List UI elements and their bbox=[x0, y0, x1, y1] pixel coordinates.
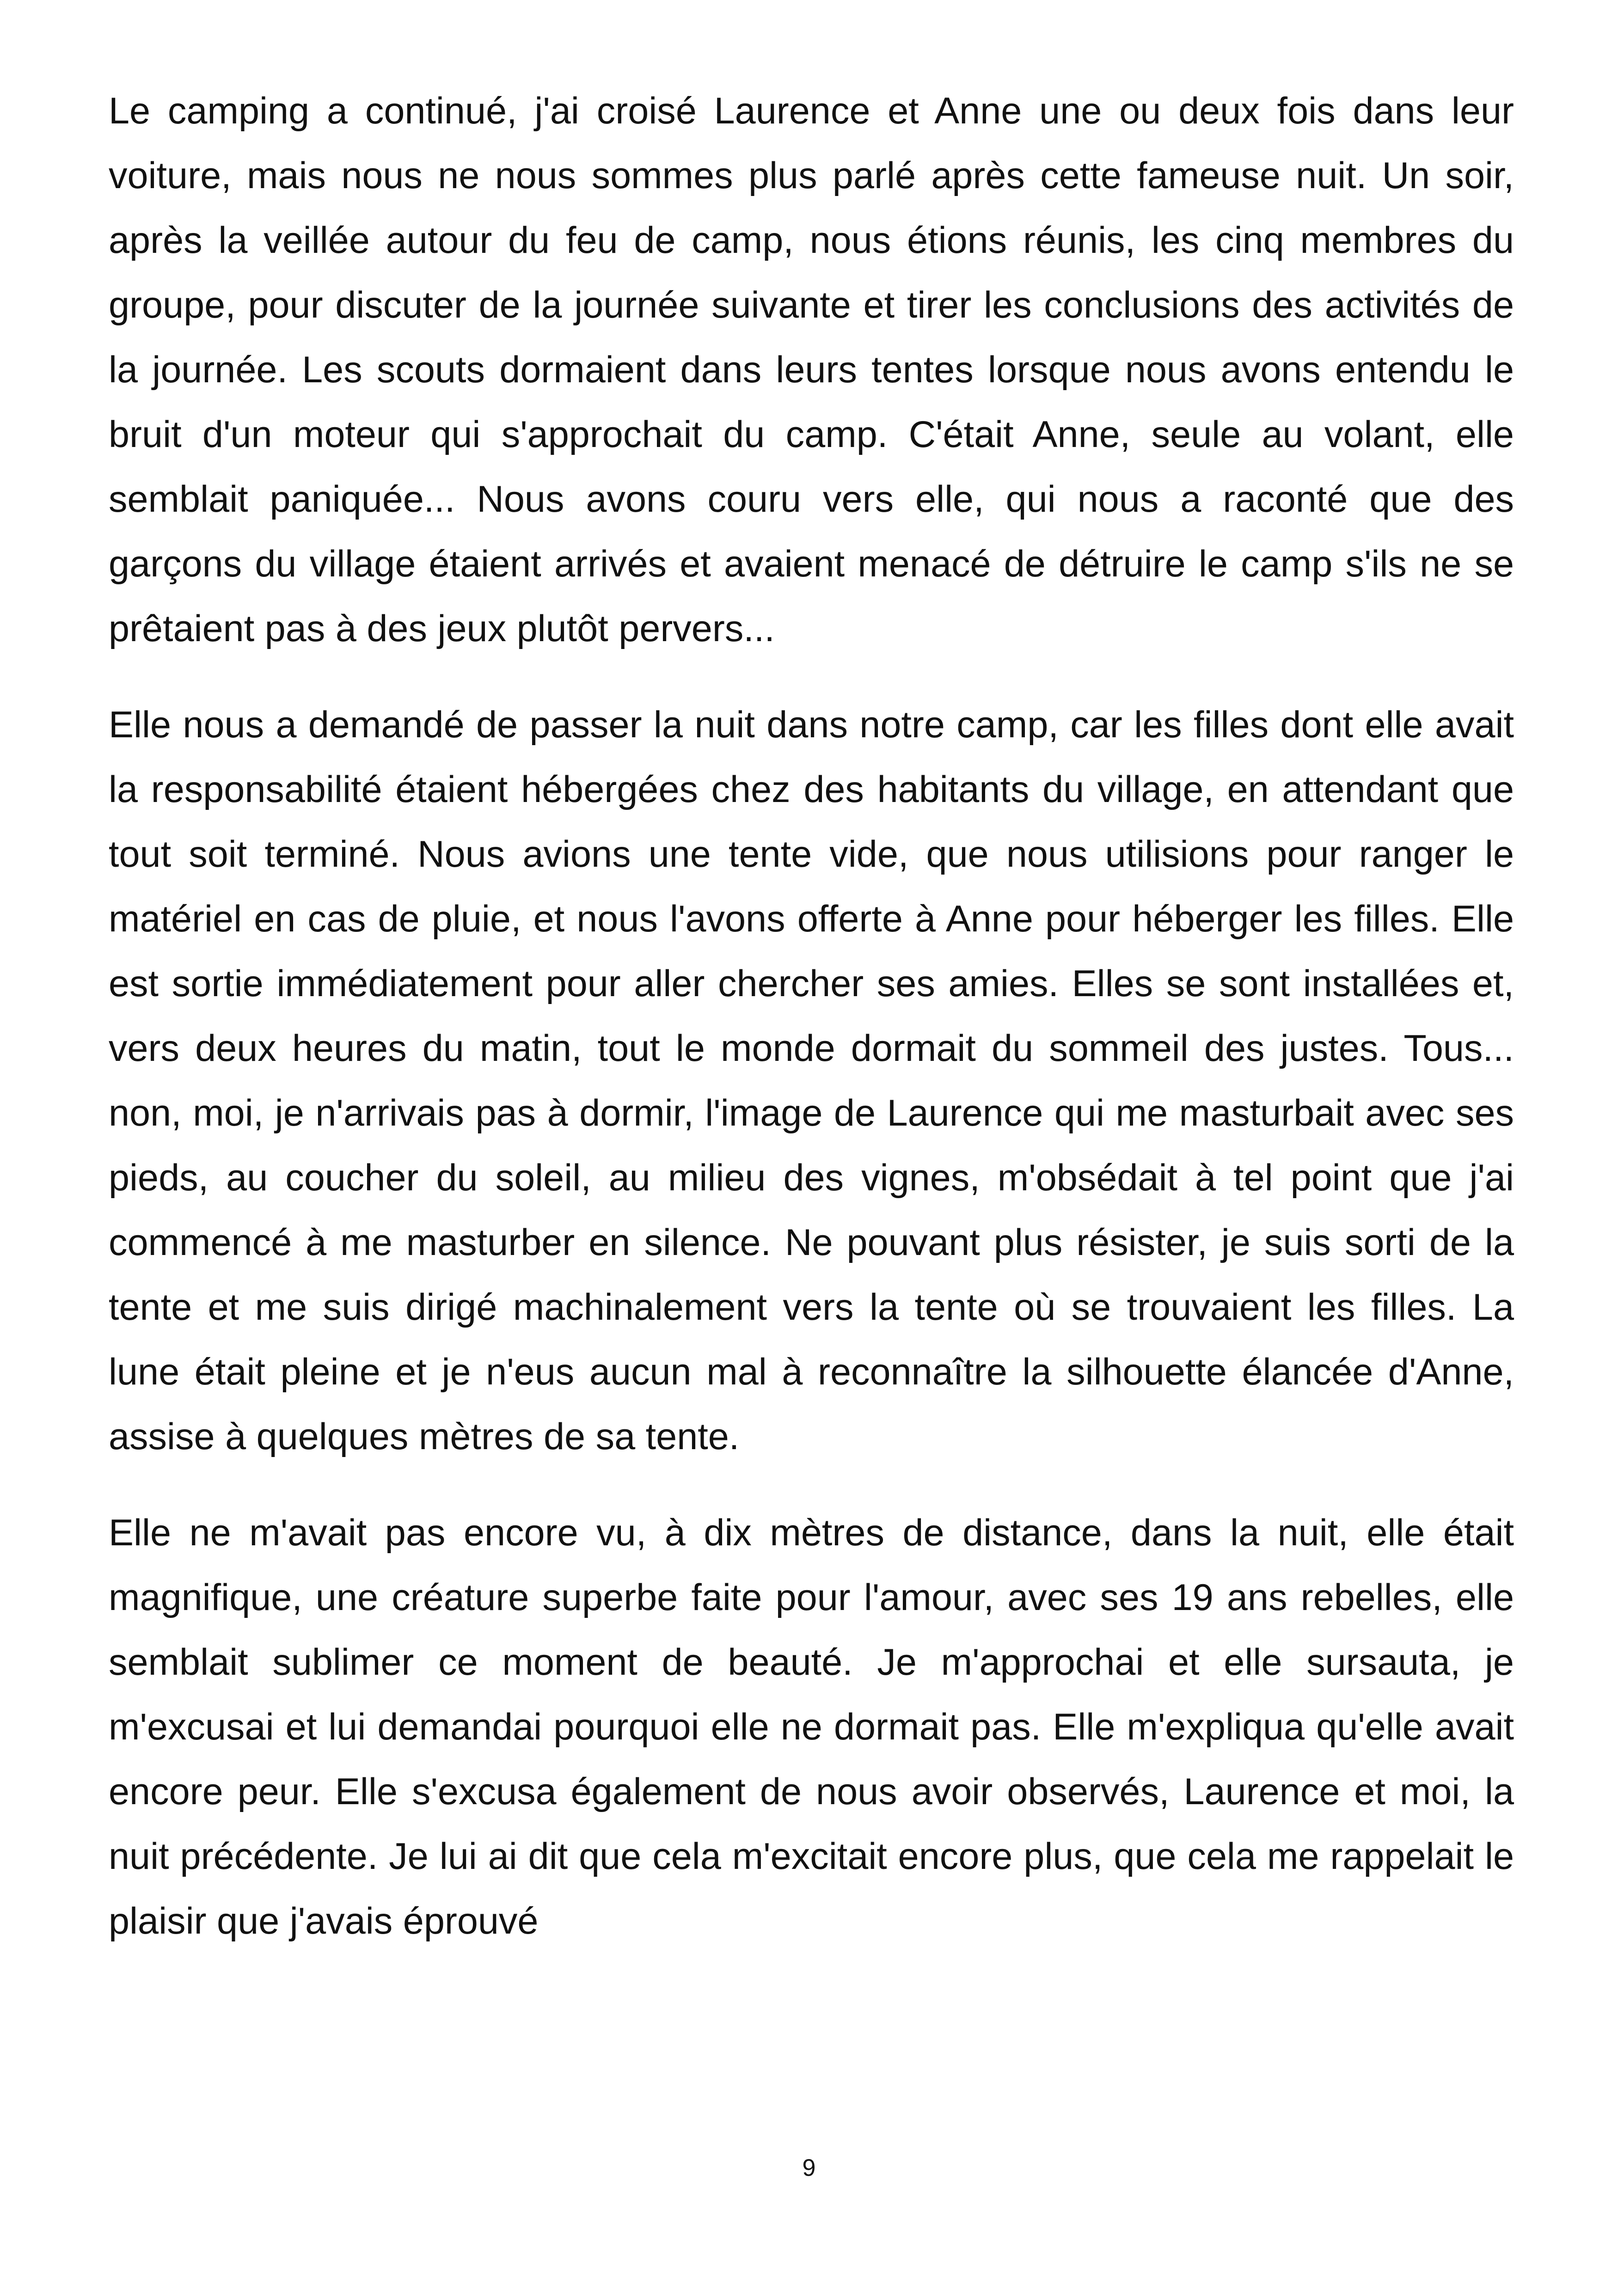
page-number: 9 bbox=[802, 2155, 816, 2181]
paragraph-3: Elle ne m'avait pas encore vu, à dix mètres de distance, dans la nuit, elle était magnifique, une créature superbe faite pour l'amour, avec ses 19 ans rebelles, elle semblait sublimer ce moment de beauté. Je m'approchai et elle sursauta, je m'excusai et lui demandai pourquoi elle ne dormait pas. Elle m'expliqua qu'elle avait encore peur. Elle s'excusa également de nous avoir observés, Laurence et moi, la nuit précédente. Je lui ai dit que cela m'excitait encore plus, que cela me rappelait le plaisir que j'avais éprouvé bbox=[109, 1512, 1514, 1942]
paragraph-1: Le camping a continué, j'ai croisé Laurence et Anne une ou deux fois dans leur voiture, mais nous ne nous sommes plus parlé après cette fameuse nuit. Un soir, après la veillée autour du feu de camp, nous étions réunis, les cinq membres du groupe, pour discuter de la journée suivante et tirer les conclusions des activités de la journée. Les scouts dormaient dans leurs tentes lorsque nous avons entendu le bruit d'un moteur qui s'approchait du camp. C'était Anne, seule au volant, elle semblait paniquée... Nous avons couru vers elle, qui nous a raconté que des garçons du village étaient arrivés et avaient menacé de détruire le camp s'ils ne se prêtaient pas à des jeux plutôt pervers... bbox=[109, 90, 1514, 649]
body-text bbox=[109, 79, 1514, 1985]
paragraph-2: Elle nous a demandé de passer la nuit dans notre camp, car les filles dont elle avait la responsabilité étaient hébergées chez des habitants du village, en attendant que tout soit terminé. Nous avions une tente vide, que nous utilisions pour ranger le matériel en cas de pluie, et nous l'avons offerte à Anne pour héberger les filles. Elle est sortie immédiatement pour aller chercher ses amies. Elles se sont installées et, vers deux heures du matin, tout le monde dormait du sommeil des justes. Tous... non, moi, je n'arrivais pas à dormir, l'image de Laurence qui me masturbait avec ses pieds, au coucher du soleil, au milieu des vignes, m'obsédait à tel point que j'ai commencé à me masturber en silence. Ne pouvant plus résister, je suis sorti de la tente et me suis dirigé machinalement vers la tente où se trouvaient les filles. La lune était pleine et je n'eus aucun mal à reconnaître la silhouette élancée d'Anne, assise à quelques mètres de sa tente. bbox=[109, 704, 1514, 1457]
